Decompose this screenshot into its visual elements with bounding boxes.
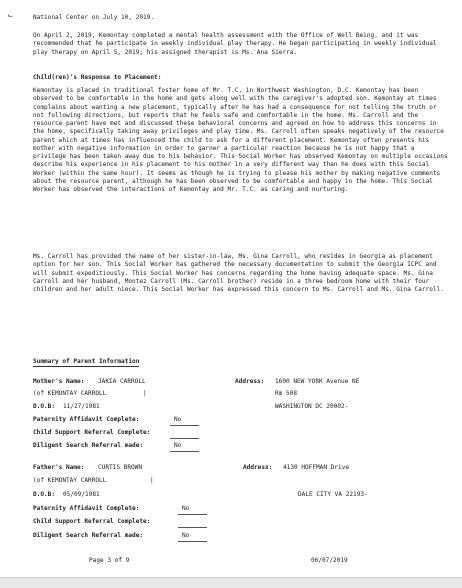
father-name-label: Father's Name: bbox=[33, 464, 85, 471]
mother-diligent-value: No bbox=[174, 442, 182, 449]
mother-diligent-line bbox=[170, 451, 199, 452]
mother-diligent-label: Diligent Search Referral made: bbox=[33, 442, 144, 449]
father-address-label: Address: bbox=[243, 464, 273, 471]
father-of-line-close: | bbox=[150, 477, 154, 484]
mother-address-line2: Rm 508 bbox=[275, 390, 298, 397]
mother-name-label: Mother's Name: bbox=[33, 378, 85, 385]
father-diligent-value: No bbox=[182, 532, 190, 539]
mother-address-label: Address: bbox=[235, 378, 265, 385]
paragraph-therapy: On April 2, 2019, Kemontay completed a mental health assessment with the Office of Well Being, and it was recommended that he participate in weekly individual play therapy. He began participating in weekly individual play therapy on April 5, 2019; his assigned therapist is Ms. Ana Sierra. bbox=[33, 32, 437, 56]
summary-heading: Summary of Parent Information bbox=[33, 358, 139, 367]
father-address-line1: 4130 HOFFMAN Drive bbox=[283, 464, 350, 471]
mother-paternity-line bbox=[170, 425, 199, 426]
father-paternity-line bbox=[178, 514, 207, 515]
father-dob-label: D.O.B: bbox=[33, 491, 56, 498]
viewer-bottom-bar bbox=[0, 577, 462, 588]
mother-address-line3: WASHINGTON DC 20002- bbox=[275, 403, 349, 410]
father-child-support-label: Child Support Referral Complete: bbox=[33, 518, 151, 525]
paragraph-relative-placement: Ms. Carroll has provided the name of her sister-in-law, Ms. Gina Carroll, who resides in Georgia as placement option for her son. This Social Worker has gathered the necessary documentation to submit the Georgia ICPC and will submit expeditiously. This Social Worker has concerns regarding the home having adequate space. Ms. Gina Carroll and her husband, Montez Carroll (Ms. Carroll brother) reside in a three bedroom home with their four children and her adult niece. This Social Worker has expressed this concern to Ms. Carroll and Ms. Gina Carroll. bbox=[33, 253, 444, 293]
father-address-line2: DALE CITY VA 22193- bbox=[298, 491, 368, 498]
father-paternity-label: Paternity Affidavit Complete: bbox=[33, 505, 140, 512]
mother-child-support-line bbox=[170, 438, 199, 439]
father-of-line: (of KEMONTAY CARROLL bbox=[33, 477, 107, 484]
mother-dob: 11/27/1981 bbox=[63, 403, 100, 410]
top-line: National Center on July 10, 2019. bbox=[33, 14, 155, 21]
mother-address-line1: 1600 NEW YORK Avenue NE bbox=[275, 378, 360, 385]
mother-of-line: (of KEMONTAY CARROLL bbox=[33, 390, 107, 397]
mother-of-line-close: | bbox=[143, 390, 147, 397]
father-paternity-value: No bbox=[182, 505, 190, 512]
footer-page-number: Page 3 of 9 bbox=[89, 557, 130, 564]
mother-paternity-value: No bbox=[174, 416, 182, 423]
mother-name: JAKIA CARROLL bbox=[98, 378, 146, 385]
corner-mark: ⌙ bbox=[8, 11, 13, 20]
footer-date: 06/07/2019 bbox=[311, 557, 348, 564]
father-name: CURTIS BROWN bbox=[98, 464, 143, 471]
father-diligent-label: Diligent Search Referral made: bbox=[33, 532, 144, 539]
paragraph-placement-response: Kemontay is placed in traditional foster home of Mr. T.C. in Northwest Washington, D.C. Kemontay has been observed to be comfortable in the home and gets along well with the caregiver's adopted son. Kemontay at times complains about wanting a new placement, typically after he has had a consequence for not telling the truth or not following directions, but reports that he feels safe and comfortable in the home. Ms. Carroll and the resource parent have met and discussed these behavioral concerns and agreed on how to address this concerns in the home, specifically taking away privileges and play time. Ms. Carroll often speaks negatively of the resource parent which at times has influenced the child to ask for a different placement. Kemontay often presents his mother with negative information in order to garner a particular reaction because he is not happy that a privilege has been taken away due to his behavior. This Social Worker has observed Kemontay on multiple occasions describe his experience in his placement to his mother in a very different way than he does with this Social Worker (within the same hour). It seems as though he is trying to please his mother by making negative comments about the resource parent, although he has been observed to be comfortable and happy in the home. This Social Worker has observed the interactions of Kemontay and Mr. T.C. as caring and nurturing. bbox=[33, 87, 448, 193]
father-child-support-line bbox=[178, 527, 207, 528]
mother-paternity-label: Paternity Affidavit Complete: bbox=[33, 416, 140, 423]
section-heading: Child(ren)'s Response to Placement: bbox=[33, 74, 162, 81]
mother-dob-label: D.O.B: bbox=[33, 403, 56, 410]
mother-child-support-label: Child Support Referral Complete: bbox=[33, 429, 151, 436]
father-diligent-line bbox=[178, 541, 207, 542]
father-dob: 05/09/1981 bbox=[63, 491, 100, 498]
